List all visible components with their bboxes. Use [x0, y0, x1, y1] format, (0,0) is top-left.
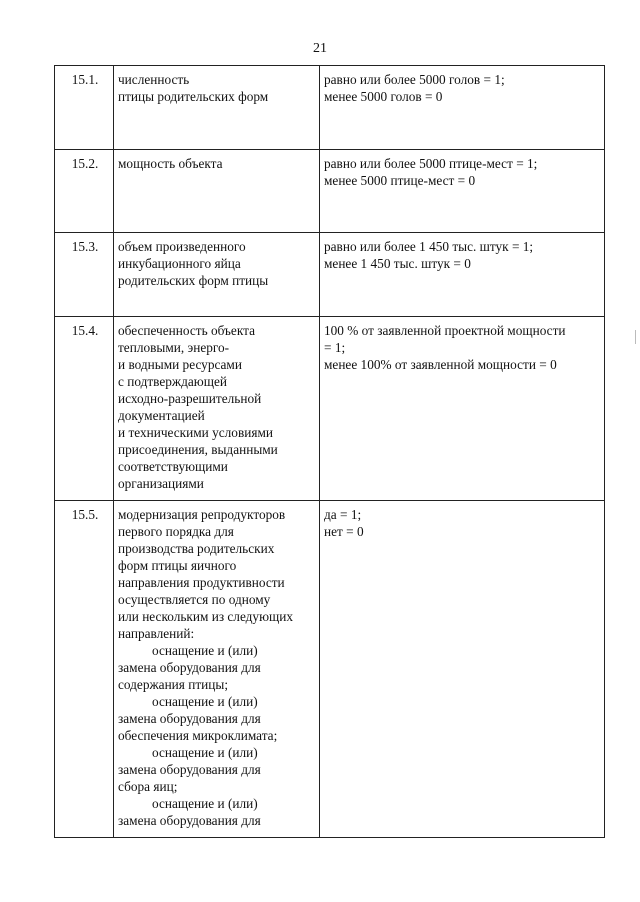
- criterion-line: и водными ресурсами: [118, 357, 242, 372]
- row-number: 15.1.: [55, 66, 114, 150]
- criterion-line: форм птицы яичного: [118, 558, 237, 573]
- criterion-line: документацией: [118, 408, 205, 423]
- criterion-line: и техническими условиями: [118, 425, 273, 440]
- option-line: оснащение и (или): [152, 694, 258, 709]
- option-line: замена оборудования для: [118, 711, 261, 726]
- table-row: [55, 150, 605, 233]
- criterion-line: присоединения, выданными: [118, 442, 278, 457]
- table-row: [55, 66, 605, 150]
- value-line: менее 100% от заявленной мощности = 0: [324, 357, 557, 372]
- criterion-line: организациями: [118, 476, 204, 491]
- criterion-line: обеспеченность объекта: [118, 323, 255, 338]
- value-line: равно или более 1 450 тыс. штук = 1;: [324, 239, 534, 254]
- option-line: замена оборудования для: [118, 660, 261, 675]
- value-line: да = 1;: [324, 507, 362, 522]
- value-line: менее 5000 голов = 0: [324, 89, 443, 104]
- value-line: равно или более 5000 птице-мест = 1;: [324, 156, 538, 171]
- value-cell: [320, 233, 605, 317]
- value-cell: [320, 317, 605, 501]
- value-cell: [320, 150, 605, 233]
- criterion-line: численность: [118, 72, 190, 87]
- criterion-line: объем произведенного: [118, 239, 246, 254]
- criterion-line: осуществляется по одному: [118, 592, 271, 607]
- value-line: менее 1 450 тыс. штук = 0: [324, 256, 471, 271]
- criterion-line: или нескольким из следующих: [118, 609, 294, 624]
- scan-edge-mark: [635, 330, 636, 344]
- value-cell: [320, 66, 605, 150]
- criterion-line: с подтверждающей: [118, 374, 227, 389]
- option-line: замена оборудования для: [118, 762, 261, 777]
- criterion-cell: [114, 233, 320, 317]
- table-row: [55, 501, 605, 838]
- criterion-line: первого порядка для: [118, 524, 234, 539]
- criterion-line: направления продуктивности: [118, 575, 285, 590]
- criterion-line: мощность объекта: [118, 156, 223, 171]
- criterion-line: производства родительских: [118, 541, 275, 556]
- criterion-line: исходно-разрешительной: [118, 391, 262, 406]
- row-number: 15.5.: [55, 501, 114, 838]
- table-row: [55, 317, 605, 501]
- option-line: оснащение и (или): [152, 643, 258, 658]
- value-line: равно или более 5000 голов = 1;: [324, 72, 505, 87]
- criterion-line: направлений:: [118, 626, 195, 641]
- option-line: оснащение и (или): [152, 745, 258, 760]
- option-line: содержания птицы;: [118, 677, 229, 692]
- table-row: [55, 233, 605, 317]
- value-line: нет = 0: [324, 524, 364, 539]
- row-number: 15.2.: [55, 150, 114, 233]
- criterion-cell: [114, 501, 320, 838]
- page-number: 21: [313, 41, 327, 56]
- criterion-cell: [114, 150, 320, 233]
- option-line: замена оборудования для: [118, 813, 261, 828]
- value-line: = 1;: [324, 340, 346, 355]
- criterion-line: птицы родительских форм: [118, 89, 269, 104]
- value-cell: [320, 501, 605, 838]
- row-number: 15.4.: [55, 317, 114, 501]
- criterion-line: модернизация репродукторов: [118, 507, 286, 522]
- criterion-cell: [114, 317, 320, 501]
- criterion-cell: [114, 66, 320, 150]
- criteria-table: [54, 65, 605, 838]
- option-line: оснащение и (или): [152, 796, 258, 811]
- value-line: менее 5000 птице-мест = 0: [324, 173, 476, 188]
- row-number: 15.3.: [55, 233, 114, 317]
- option-line: обеспечения микроклимата;: [118, 728, 278, 743]
- value-line: 100 % от заявленной проектной мощности: [324, 323, 566, 338]
- criterion-line: соответствующими: [118, 459, 228, 474]
- criterion-line: инкубационного яйца: [118, 256, 241, 271]
- option-line: сбора яиц;: [118, 779, 178, 794]
- criterion-line: родительских форм птицы: [118, 273, 269, 288]
- criterion-line: тепловыми, энерго-: [118, 340, 230, 355]
